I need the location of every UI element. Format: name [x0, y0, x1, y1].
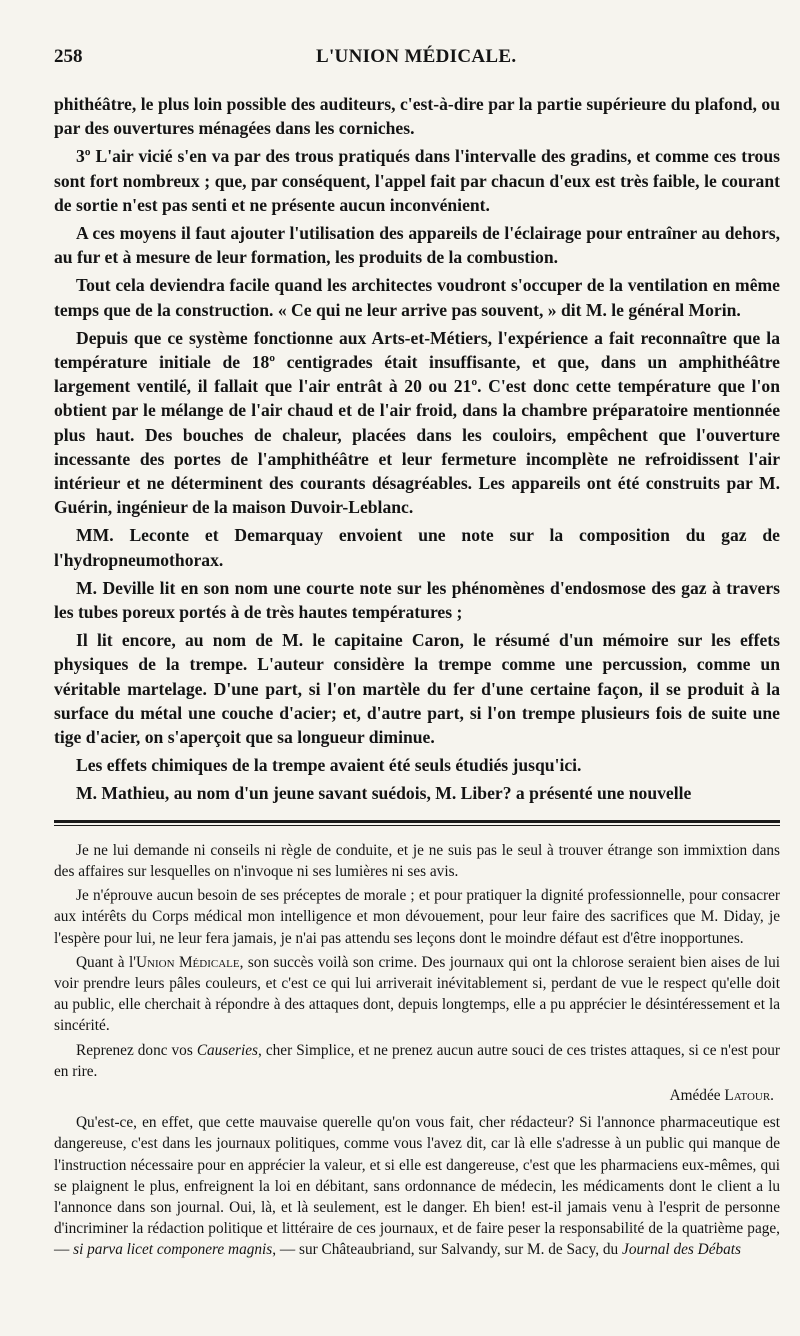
text-segment: Qu'est-ce, en effet, que cette mauvaise querelle qu'on vous fait, cher rédacteur? Si l'annonce pharmaceutique est dangereuse, c'est dans les journaux politiques, comme vous l'avez dit, car là elle s'adresse à un public qui manque de l'instruction nécessaire pour en apprécier la valeur, et si elle est dangereuse, c'est que les pharmaciens eux-mêmes, qui se plaignent le plus, enfreignent la loi en débitant, sans ordonnance de médecin, les médicaments dont le client a lu l'annonce dans son journal. Oui, là, et là seulement, est le danger. Eh bien! est-il jamais venu à l'esprit de personne d'incriminer la rédaction politique et littéraire de ces journaux, et de faire peser la responsabilité de la quatrième page, —: [54, 1114, 780, 1259]
paragraph: Tout cela deviendra facile quand les architectes voudront s'occuper de la ventilation en même temps que de la construction. « Ce qui ne leur arrive pas souvent, » dit M. le général Morin.: [54, 275, 780, 320]
paragraph: Je n'éprouve aucun besoin de ses préceptes de morale ; et pour pratiquer la dignité professionnelle, pour consacrer aux intérêts du Corps médical mon intelligence et mon dévouement, pour leur faire des sacrifices que M. Diday, je l'espère pour lui, ne leur fera jamais, je n'ai pas attendu ses leçons dont le moindre défaut est d'être inopportunes.: [54, 887, 780, 947]
paragraph: 3º L'air vicié s'en va par des trous pratiqués dans l'intervalle des gradins, et comme ces trous sont fort nombreux ; que, par conséquent, l'appel fait par chacun d'eux est très faible, le courant de sortie n'est pas senti et ne présente aucun inconvénient.: [54, 146, 780, 215]
italic-title: Journal des Débats: [622, 1241, 741, 1259]
text-segment: Reprenez donc vos: [76, 1041, 197, 1059]
paragraph: Il lit encore, au nom de M. le capitaine Caron, le résumé d'un mémoire sur les effets physiques de la trempe. L'auteur considère la trempe comme une percussion, comme un véritable martelage. D'une part, si l'on martèle du fer d'une certaine façon, il se produit à la surface du métal une couche d'acier; et, d'autre part, si l'on trempe plusieurs fois de suite une tige d'acier, on s'aperçoit que sa longueur diminue.: [54, 630, 780, 748]
paragraph: [54, 1112, 780, 1260]
feuilleton-text: [54, 840, 780, 1261]
journal-name: Union Médicale: [136, 953, 240, 971]
page-number: 258: [54, 46, 83, 67]
signature-last-name: Latour.: [724, 1086, 774, 1104]
article-text: [54, 92, 780, 806]
paragraph: [54, 1040, 780, 1082]
text-segment: , cher Simplice, et ne prenez aucun autre souci de ces tristes attaques, si ce n'est pour en rire.: [54, 1041, 780, 1080]
paragraph: M. Deville lit en son nom une courte note sur les phénomènes d'endosmose des gaz à travers les tubes poreux portés à de très hautes températures ;: [54, 577, 780, 623]
paragraph: M. Mathieu, au nom d'un jeune savant suédois, M. Liber? a présenté une nouvelle: [76, 783, 692, 804]
paragraph: Depuis que ce système fonctionne aux Arts-et-Métiers, l'expérience a fait reconnaître que la température initiale de 18º centigrades était insuffisante, et que, dans un amphithéâtre largement ventilé, il fallait que l'air entrât à 20 ou 21º. C'est donc cette température que l'on obtient par le mélange de l'air chaud et de l'air froid, dans la chambre préparatoire mentionnée plus haut. Des bouches de chaleur, placées dans les couloirs, empêchent que l'ouverture incessante des portes de l'amphithéâtre et leur fermeture incomplète ne refroidissent l'air intérieur et ne déterminent des courants désagréables. Les appareils ont été construits par M. Guérin, ingénieur de la maison Duvoir-Leblanc.: [54, 327, 780, 518]
journal-title: L'UNION MÉDICALE.: [316, 46, 517, 67]
paragraph: A ces moyens il faut ajouter l'utilisation des appareils de l'éclairage pour entraîner au dehors, au fur et à mesure de leur formation, les produits de la combustion.: [54, 223, 780, 268]
text-segment: , son succès voilà son crime. Des journaux qui ont la chlorose seraient bien aises de lui voir prendre leurs pâles couleurs, et c'est ce qui lui arriverait inévitablement si, perdant de vue le respect qu'elle doit au public, elle cherchait à répondre à des attaques dont, depuis longtemps, elle a pu apprécier le désintéressement et la sincérité.: [54, 953, 780, 1035]
text-segment: Quant à l': [76, 953, 136, 971]
text-segment: , — sur Châteaubriand, sur Salvandy, sur M. de Sacy, du: [272, 1241, 623, 1259]
latin-quote: si parva licet componere magnis: [73, 1241, 273, 1259]
page-header: [54, 38, 780, 72]
italic-title: Causeries: [196, 1041, 259, 1059]
paragraph: MM. Leconte et Demarquay envoient une note sur la composition du gaz de l'hydropneumothorax.: [54, 525, 780, 570]
signature: [54, 1085, 774, 1106]
paragraph: Les effets chimiques de la trempe avaient été seuls étudiés jusqu'ici.: [76, 755, 582, 776]
signature-first-name: Amédée: [669, 1086, 721, 1104]
paragraph: [54, 952, 780, 1037]
section-divider: [54, 820, 780, 826]
paragraph: Je ne lui demande ni conseils ni règle de conduite, et je ne suis pas le seul à trouver étrange son immixtion dans des affaires sur lesquelles on n'invoque ni ses lumières ni ses avis.: [54, 841, 780, 880]
paragraph: phithéâtre, le plus loin possible des auditeurs, c'est-à-dire par la partie supérieure du plafond, ou par des ouvertures ménagées dans les corniches.: [54, 94, 780, 139]
